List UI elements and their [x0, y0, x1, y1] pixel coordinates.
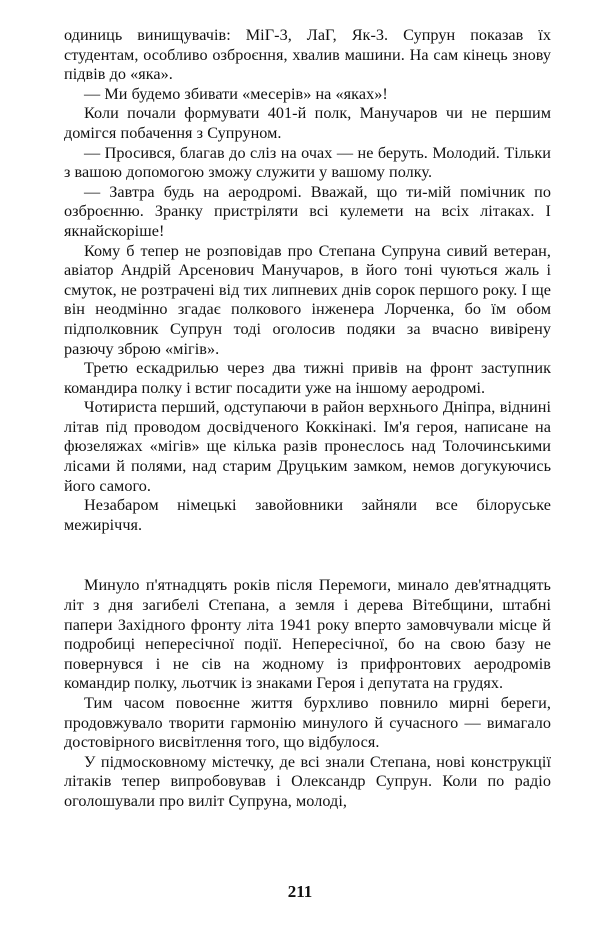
paragraph-continuation: одиниць винищувачів: МіГ-3, ЛаГ, Як-3. Супрун показав їх студентам, особливо озброєння, хвалив машини. На сам кінець знову підвів до «яка». — [64, 26, 551, 84]
paragraph-dialogue-order: — Завтра будь на аеродромі. Вважай, що ти-мій помічник по озброєнню. Зранку пристріляти всі кулемети на всіх літаках. І якнайскоріше! — [64, 182, 551, 240]
paragraph-fifteen-years: Минуло п'ятнадцять років після Перемоги, минало дев'ятнадцять літ з дня загибелі Степана, а земля і дерева Вітебщини, штабні папери Західного фронту літа 1941 року вперто замовчували місце й подробиці непересічної події. Непересічної, бо на свою базу не повернувся і не сів на жодному із прифронтових аеродромів командир полку, льотчик із знаками Героя і депутата на грудях. — [64, 576, 551, 693]
paragraph-regiment-formation: Коли почали формувати 401-й полк, Манучаров чи не першим домігся побачення з Супруном. — [64, 104, 551, 142]
page-number: 211 — [287, 882, 313, 901]
paragraph-occupation: Незабаром німецькі завойовники зайняли все білоруське межиріччя. — [64, 496, 551, 534]
paragraph-dnipro-retreat: Чотириста перший, одступаючи в район верхнього Дніпра, віднині літав під проводом досвідченого Коккінакі. Ім'я героя, написане на фюзеляжах «мігів» ще кілька разів пронеслось над Толочинськими лісами й полями, над старим Друцьким замком, немов догукуючись його самого. — [64, 398, 551, 495]
paragraph-third-squadron: Третю ескадрилью через два тижні привів на фронт заступник командира полку і встиг посадити уже на іншому аеродромі. — [64, 359, 551, 397]
paragraph-dialogue-request: — Просився, благав до сліз на очах — не беруть. Молодий. Тільки з вашою допомогою зможу служити у вашому полку. — [64, 143, 551, 182]
body-text — [64, 26, 551, 812]
paragraph-oleksandr-suprun: У підмосковному містечку, де всі знали Степана, нові конструкції літаків тепер випробовував і Олександр Супрун. Коли по радіо оголошували про виліт Супруна, молоді, — [64, 752, 551, 810]
paragraph-postwar-life: Тим часом повоєнне життя бурхливо повнило мирні береги, продовжувало творити гармонію минулого й сучасного — вимагало достовірного висвітлення того, що відбулося. — [64, 694, 551, 752]
paragraph-veteran-memory: Кому б тепер не розповідав про Степана Супруна сивий ветеран, авіатор Андрій Арсенович Манучаров, в його тоні чуються жаль і смуток, не розтрачені від тих липневих днів сорок першого року. І ще він неодмінно згадає полкового інженера Лорченка, бо їм обом підполковник Супрун тоді оголосив подяки за вчасно вивірену разючу зброю «мігів». — [64, 241, 551, 358]
paragraph-dialogue-messers: — Ми будемо збивати «месерів» на «яках»! — [84, 84, 388, 103]
